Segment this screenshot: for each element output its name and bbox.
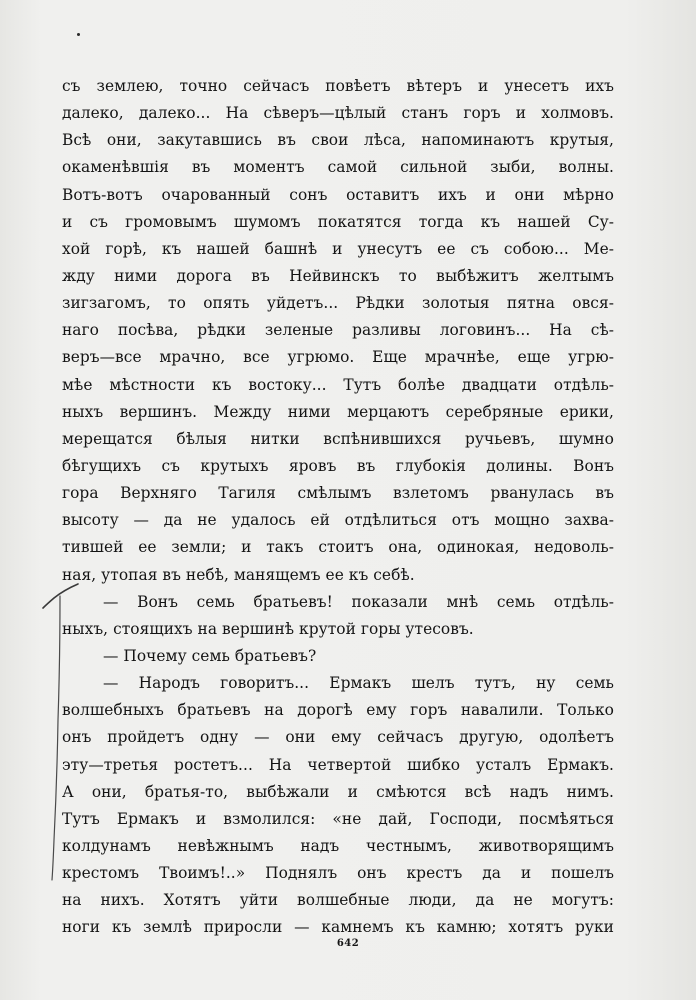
text-line: эту—третья ростетъ... На четвертой шибко усталъ Ермакъ. bbox=[62, 755, 614, 774]
text-line: жду ними дорога въ Нейвинскъ то выбѣжитъ желтымъ bbox=[62, 266, 614, 285]
text-line: и съ громовымъ шумомъ покатятся тогда къ нашей Су- bbox=[62, 212, 614, 231]
text-line: ныхъ, стоящихъ на вершинѣ крутой горы утесовъ. bbox=[62, 619, 474, 638]
text-line: онъ пройдетъ одну — они ему сейчасъ другую, одолѣетъ bbox=[62, 728, 614, 747]
text-line: крестомъ Твоимъ!..» Поднялъ онъ крестъ да и пошелъ bbox=[62, 864, 614, 883]
text-line: высоту — да не удалось ей отдѣлиться отъ мощно захва- bbox=[62, 511, 614, 530]
text-line: ная, утопая въ небѣ, манящемъ ее къ себѣ. bbox=[62, 565, 415, 584]
text-line: А они, братья-то, выбѣжали и смѣются всѣ надъ нимъ. bbox=[62, 782, 614, 801]
text-line: — Народъ говоритъ... Ермакъ шелъ тутъ, ну семь bbox=[103, 674, 614, 693]
text-line: зигзагомъ, то опять уйдетъ... Рѣдки золотыя пятна овся- bbox=[62, 294, 614, 313]
text-line: окаменѣвшія въ моментъ самой сильной зыби, волны. bbox=[62, 158, 614, 177]
text-line: — Вонъ семь братьевъ! показали мнѣ семь отдѣль- bbox=[103, 592, 614, 611]
text-line: — Почему семь братьевъ? bbox=[103, 646, 317, 665]
text-line: Вотъ-вотъ очарованный сонъ оставитъ ихъ и они мѣрно bbox=[62, 185, 614, 204]
text-line: хой горѣ, къ нашей башнѣ и унесутъ ее съ собою... Ме- bbox=[62, 239, 614, 258]
body-text bbox=[62, 73, 614, 942]
text-line: ныхъ вершинъ. Между ними мерцаютъ серебряные ерики, bbox=[62, 402, 614, 421]
text-line: на нихъ. Хотятъ уйти волшебные люди, да не могутъ: bbox=[62, 891, 614, 910]
text-line: веръ—все мрачно, все угрюмо. Еще мрачнѣе, еще угрю- bbox=[62, 348, 614, 367]
page-number: 642 bbox=[336, 938, 360, 949]
text-line: тившей ее земли; и такъ стоитъ она, одинокая, недоволь- bbox=[62, 538, 614, 557]
text-line: гора Верхняго Тагиля смѣлымъ взлетомъ рванулась въ bbox=[62, 484, 614, 503]
text-line: Тутъ Ермакъ и взмолился: «не дай, Господи, посмѣяться bbox=[62, 809, 614, 828]
text-line: далеко, далеко... На сѣверъ—цѣлый станъ горъ и холмовъ. bbox=[62, 104, 614, 123]
text-line: волшебныхъ братьевъ на дорогѣ ему горъ навалили. Только bbox=[62, 701, 614, 720]
text-line: мѣе мѣстности къ востоку... Тутъ болѣе двадцати отдѣль- bbox=[62, 375, 614, 394]
text-line: Всѣ они, закутавшись въ свои лѣса, напоминаютъ крутыя, bbox=[62, 131, 614, 150]
text-line: бѣгущихъ съ крутыхъ яровъ въ глубокія долины. Вонъ bbox=[62, 456, 614, 475]
text-line: мерещатся бѣлыя нитки вспѣнившихся ручьевъ, шумно bbox=[62, 429, 614, 448]
text-line: колдунамъ невѣжнымъ надъ честнымъ, животворящимъ bbox=[62, 836, 614, 855]
text-line: наго посѣва, рѣдки зеленые разливы логовинъ... На сѣ- bbox=[62, 321, 614, 340]
text-line: ноги къ землѣ приросли — камнемъ къ камню; хотятъ руки bbox=[62, 918, 614, 937]
text-line: съ землею, точно сейчасъ повѣетъ вѣтеръ и унесетъ ихъ bbox=[62, 77, 614, 95]
